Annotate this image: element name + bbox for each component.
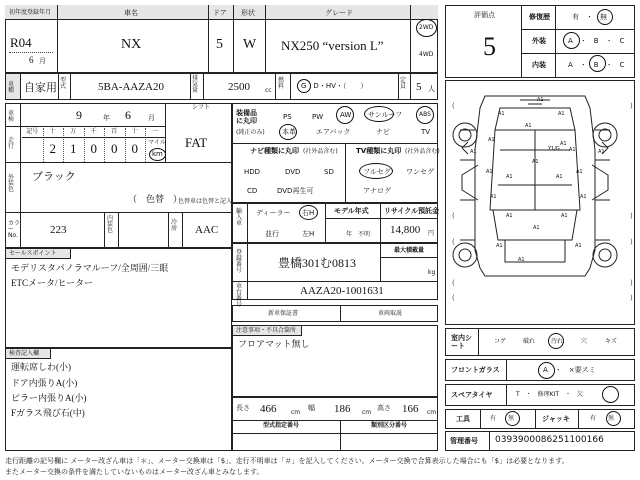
- footer-line-2: またメーター交換の条件を満たしていないものはメーター改ざん車とみなします。: [5, 468, 264, 476]
- equip-sunroof: サンルーフ: [368, 111, 403, 119]
- doors-label: ドア: [213, 9, 227, 17]
- exterior-grade-options: A ・ B ・ C: [568, 37, 625, 45]
- mileage-label: 走行: [8, 137, 15, 150]
- mileage-digit-header: 千: [90, 128, 97, 135]
- mileage-digit-header: 十: [131, 128, 138, 135]
- svg-text:(: (: [452, 212, 455, 220]
- damage-mark: A1: [561, 213, 568, 219]
- registration-label: 登録番号: [236, 249, 243, 274]
- color-no-value: 223: [50, 224, 67, 236]
- interior-grade-label: 内装: [532, 61, 546, 69]
- damage-mark: A1: [598, 149, 605, 155]
- class-no-label: 類別区分番号: [371, 422, 408, 429]
- first-reg-month-unit: 月: [39, 57, 46, 65]
- mileage-digit: 0: [111, 141, 118, 156]
- damage-mark: A1: [580, 194, 587, 200]
- mileage-digit-header: 百: [111, 128, 118, 135]
- damage-mark: A1: [470, 149, 477, 155]
- mileage-digit-header: 記号: [26, 128, 39, 135]
- tv-title: TV種類に丸印: [356, 147, 402, 155]
- category-value: 自家用: [24, 81, 57, 94]
- equip-ps: PS: [283, 113, 292, 121]
- damage-mark: A1: [525, 123, 532, 129]
- control-no-label: 管理番号: [450, 437, 478, 445]
- shape-value: W: [243, 37, 257, 52]
- spare-label: スペアタイヤ: [451, 391, 493, 399]
- seat-opt-burn: コゲ: [494, 338, 507, 345]
- equip-aw: AW: [340, 111, 352, 119]
- model-year-label: モデル年式: [334, 207, 369, 215]
- equip-airbag: エアバック: [316, 128, 351, 136]
- first-reg-label: 初年度登録年月: [9, 9, 52, 16]
- footer-line-1: 走行距離の記号欄に メーター改ざん車は「＊」、メーター交換車は「$」、走行不明車は「＃」を記入してください。メーター交換で合算表示した場合にも「$」は必要となります。: [5, 457, 569, 465]
- height-label: 高さ: [377, 404, 391, 412]
- capacity-unit: 人: [428, 85, 435, 93]
- navi-hdd: HDD: [244, 168, 261, 176]
- inspection-year: 9: [76, 108, 82, 122]
- recycle-unit: 円: [428, 230, 435, 237]
- equip-abs: ABS: [419, 111, 431, 118]
- mileage-digit-header: 十: [49, 128, 56, 135]
- displacement-value: 2500: [228, 81, 250, 93]
- vehicle-manual: 車両取説: [378, 310, 403, 317]
- grade-value: NX250 “version L”: [281, 38, 384, 53]
- damage-mark: A1: [498, 111, 505, 117]
- seat-label: 室内シート: [451, 334, 472, 351]
- capacity-value: 5: [416, 81, 422, 93]
- damage-mark: A1: [532, 159, 539, 165]
- damage-mark: A1: [486, 169, 493, 175]
- car-name-value: NX: [121, 37, 142, 52]
- damage-diagram: [445, 80, 635, 325]
- shape-label: 形状: [241, 9, 255, 17]
- damage-mark: A1: [558, 111, 565, 117]
- capacity-label: 定員: [400, 77, 407, 90]
- svg-text:(: (: [452, 279, 455, 287]
- new-car-warranty: 新車保証書: [268, 310, 299, 317]
- length-value: 466: [260, 403, 277, 415]
- equip-pw: PW: [312, 113, 324, 121]
- score-value: 5: [483, 32, 496, 61]
- svg-text:(: (: [452, 238, 455, 246]
- mileage-digit: 0: [90, 141, 97, 156]
- fuel-label: 燃料: [278, 77, 285, 90]
- recycle-label: リサイクル預託金: [384, 207, 440, 215]
- score-label: 評価点: [474, 11, 495, 19]
- drive-2wd: 2WD: [419, 24, 434, 31]
- exterior-color-note: 色替車は色替と記入: [178, 198, 233, 205]
- displacement-label: 排気量: [192, 75, 199, 94]
- mileage-digit-header: 一: [152, 128, 159, 135]
- chassis-label: 車台番号: [236, 283, 243, 308]
- spare-missing-circle: [602, 386, 619, 403]
- cooler-label: 冷房: [171, 219, 178, 232]
- seat-opt-tear: 破れ: [523, 338, 536, 345]
- registration-plate: 豊橋301む0813: [278, 256, 357, 270]
- jack-options: 有 無: [590, 415, 615, 422]
- sales-point-2: ETCメータ/ヒーター: [11, 278, 94, 288]
- fuel-options: G D・HV・（ ）: [301, 82, 368, 90]
- front-glass-options: A ・ ×要スミ: [543, 366, 596, 374]
- interior-color-label: 内装色: [107, 215, 114, 234]
- damage-mark: A1: [560, 141, 567, 147]
- max-load-label: 最大積載量: [394, 247, 425, 254]
- seat-opt-scratch: キズ: [605, 338, 617, 345]
- damage-mark: A1: [556, 174, 563, 180]
- control-no-value: 0393900086251100166: [495, 435, 604, 445]
- svg-text:): ): [630, 102, 633, 110]
- exterior-color: ブラック: [32, 171, 76, 183]
- length-label: 長さ: [236, 404, 250, 412]
- inspector-item-1: 運転席しわ(小): [11, 362, 71, 372]
- mileage-digit: 0: [131, 141, 138, 156]
- damage-mark: A1: [518, 257, 525, 263]
- model-label: 型式: [60, 77, 67, 90]
- equip-leather: 本革: [282, 128, 296, 136]
- grade-label: グレード: [325, 9, 353, 17]
- navi-cd: CD: [247, 187, 258, 195]
- type-no-label: 型式指定番号: [263, 422, 300, 429]
- import-label: 輸入車: [236, 208, 243, 227]
- equip-navi: ナビ: [376, 128, 390, 136]
- damage-mark: A1: [533, 225, 540, 231]
- doors-value: 5: [216, 37, 223, 52]
- damage-mark: A1: [488, 137, 495, 143]
- width-label: 幅: [308, 404, 315, 412]
- inspector-item-4: Fガラス飛び石(中): [11, 408, 85, 418]
- navi-sd: SD: [324, 168, 334, 176]
- seat-opt-stain: 汚れ: [551, 338, 564, 345]
- sales-point-1: モデリスタパノラマルーフ/全周囲/三眼: [11, 263, 169, 273]
- jack-label: ジャッキ: [542, 415, 570, 423]
- warranty-row: [232, 305, 438, 322]
- model-year-value: 年 不明: [346, 231, 371, 238]
- height-unit: cm: [427, 409, 437, 416]
- repair-label: 修復歴: [529, 13, 550, 21]
- mileage-digit: 1: [70, 141, 77, 156]
- sales-points-label: セールスポイント: [9, 250, 57, 257]
- svg-text:): ): [630, 279, 633, 287]
- import-left: 左H: [302, 230, 315, 238]
- inspection-month: 6: [125, 108, 131, 122]
- recycle-value: 14,800: [390, 224, 421, 236]
- inspection-month-unit: 月: [148, 114, 155, 122]
- damage-mark: A1: [506, 213, 513, 219]
- mileage-digit-header: 万: [70, 128, 77, 135]
- repair-options: 有 ・ 無: [572, 13, 607, 21]
- damage-mark: A1: [575, 243, 582, 249]
- exterior-label: 外装色: [8, 174, 15, 193]
- navi-dvd-play: DVD再生可: [277, 187, 314, 195]
- svg-text:): ): [630, 212, 633, 220]
- length-unit: cm: [291, 409, 301, 416]
- shift-label: シフト: [192, 104, 211, 111]
- navi-dvd: DVD: [285, 168, 301, 176]
- chassis-value: AAZA20-1001631: [300, 285, 384, 297]
- tools-label: 工具: [456, 415, 470, 423]
- mileage-digit: 2: [49, 141, 56, 156]
- cc-unit: cc: [265, 87, 272, 94]
- equipment-title: 装備品に丸印: [236, 109, 257, 125]
- import-dealer: ディーラー: [256, 209, 291, 217]
- spare-options: T ・ 修理KIT ・ 欠: [516, 391, 584, 398]
- caution-label: 注意事項・不具合箇所: [236, 327, 297, 334]
- inspection-year-unit: 年: [103, 114, 110, 122]
- inspector-item-3: ピラー内張りA(小): [11, 393, 87, 403]
- damage-mark: A1: [506, 174, 513, 180]
- damage-mark: Y1/G: [548, 146, 560, 152]
- exterior-grade-label: 外装: [532, 37, 546, 45]
- svg-text:): ): [630, 294, 633, 302]
- svg-text:(: (: [452, 102, 455, 110]
- cooler-value: AAC: [195, 224, 219, 236]
- equipment-subtitle: (純正のみ): [236, 129, 265, 136]
- inspection-label: 車検: [8, 110, 15, 123]
- navi-note: (社外品含む): [303, 148, 338, 155]
- damage-mark: A1: [576, 169, 583, 175]
- tools-options: 有 無: [490, 415, 515, 422]
- inspector-item-2: ドア内張りA(小): [11, 378, 78, 388]
- import-right: 右H: [302, 209, 315, 217]
- tv-fullseg: フルセグ: [363, 168, 391, 176]
- seat-opt-hole: 穴: [581, 338, 588, 345]
- tv-oneseg: ワンセグ: [406, 168, 434, 176]
- svg-text:(: (: [452, 294, 455, 302]
- first-reg-year: R04: [10, 35, 32, 50]
- inspector-label: 検査記入欄: [9, 350, 40, 357]
- equip-tv: TV: [421, 128, 431, 136]
- damage-mark: A1: [569, 147, 576, 153]
- import-parallel: 並行: [265, 230, 279, 238]
- width-value: 186: [334, 403, 351, 415]
- tv-analog: アナログ: [363, 187, 391, 195]
- damage-mark: A1: [537, 97, 544, 103]
- shift-value: FAT: [185, 135, 208, 150]
- caution-text: フロアマット無し: [238, 339, 310, 349]
- navi-title: ナビ種類に丸印: [250, 147, 299, 155]
- svg-text:): ): [630, 238, 633, 246]
- interior-grade-options: A ・ B ・ C: [568, 61, 625, 69]
- front-glass-label: フロントガラス: [451, 366, 500, 374]
- mileage-unit: km: [152, 150, 163, 158]
- category-label: 車種: [8, 81, 15, 94]
- width-unit: cm: [362, 409, 372, 416]
- height-value: 166: [402, 403, 419, 415]
- damage-mark: A1: [490, 194, 497, 200]
- exterior-color-code: （ 色替 ）: [128, 195, 183, 205]
- tv-note: (社外品含む): [405, 148, 440, 155]
- car-name-label: 車名: [124, 9, 138, 17]
- damage-mark: A1: [496, 243, 503, 249]
- mileage-unit-top: マイル: [148, 139, 166, 146]
- drive-4wd: 4WD: [419, 51, 434, 58]
- color-no-label: カラーNo.: [8, 220, 21, 239]
- first-reg-month: 6: [29, 55, 34, 65]
- max-load-unit: kg: [428, 269, 436, 276]
- model-value: 5BA-AAZA20: [98, 81, 164, 93]
